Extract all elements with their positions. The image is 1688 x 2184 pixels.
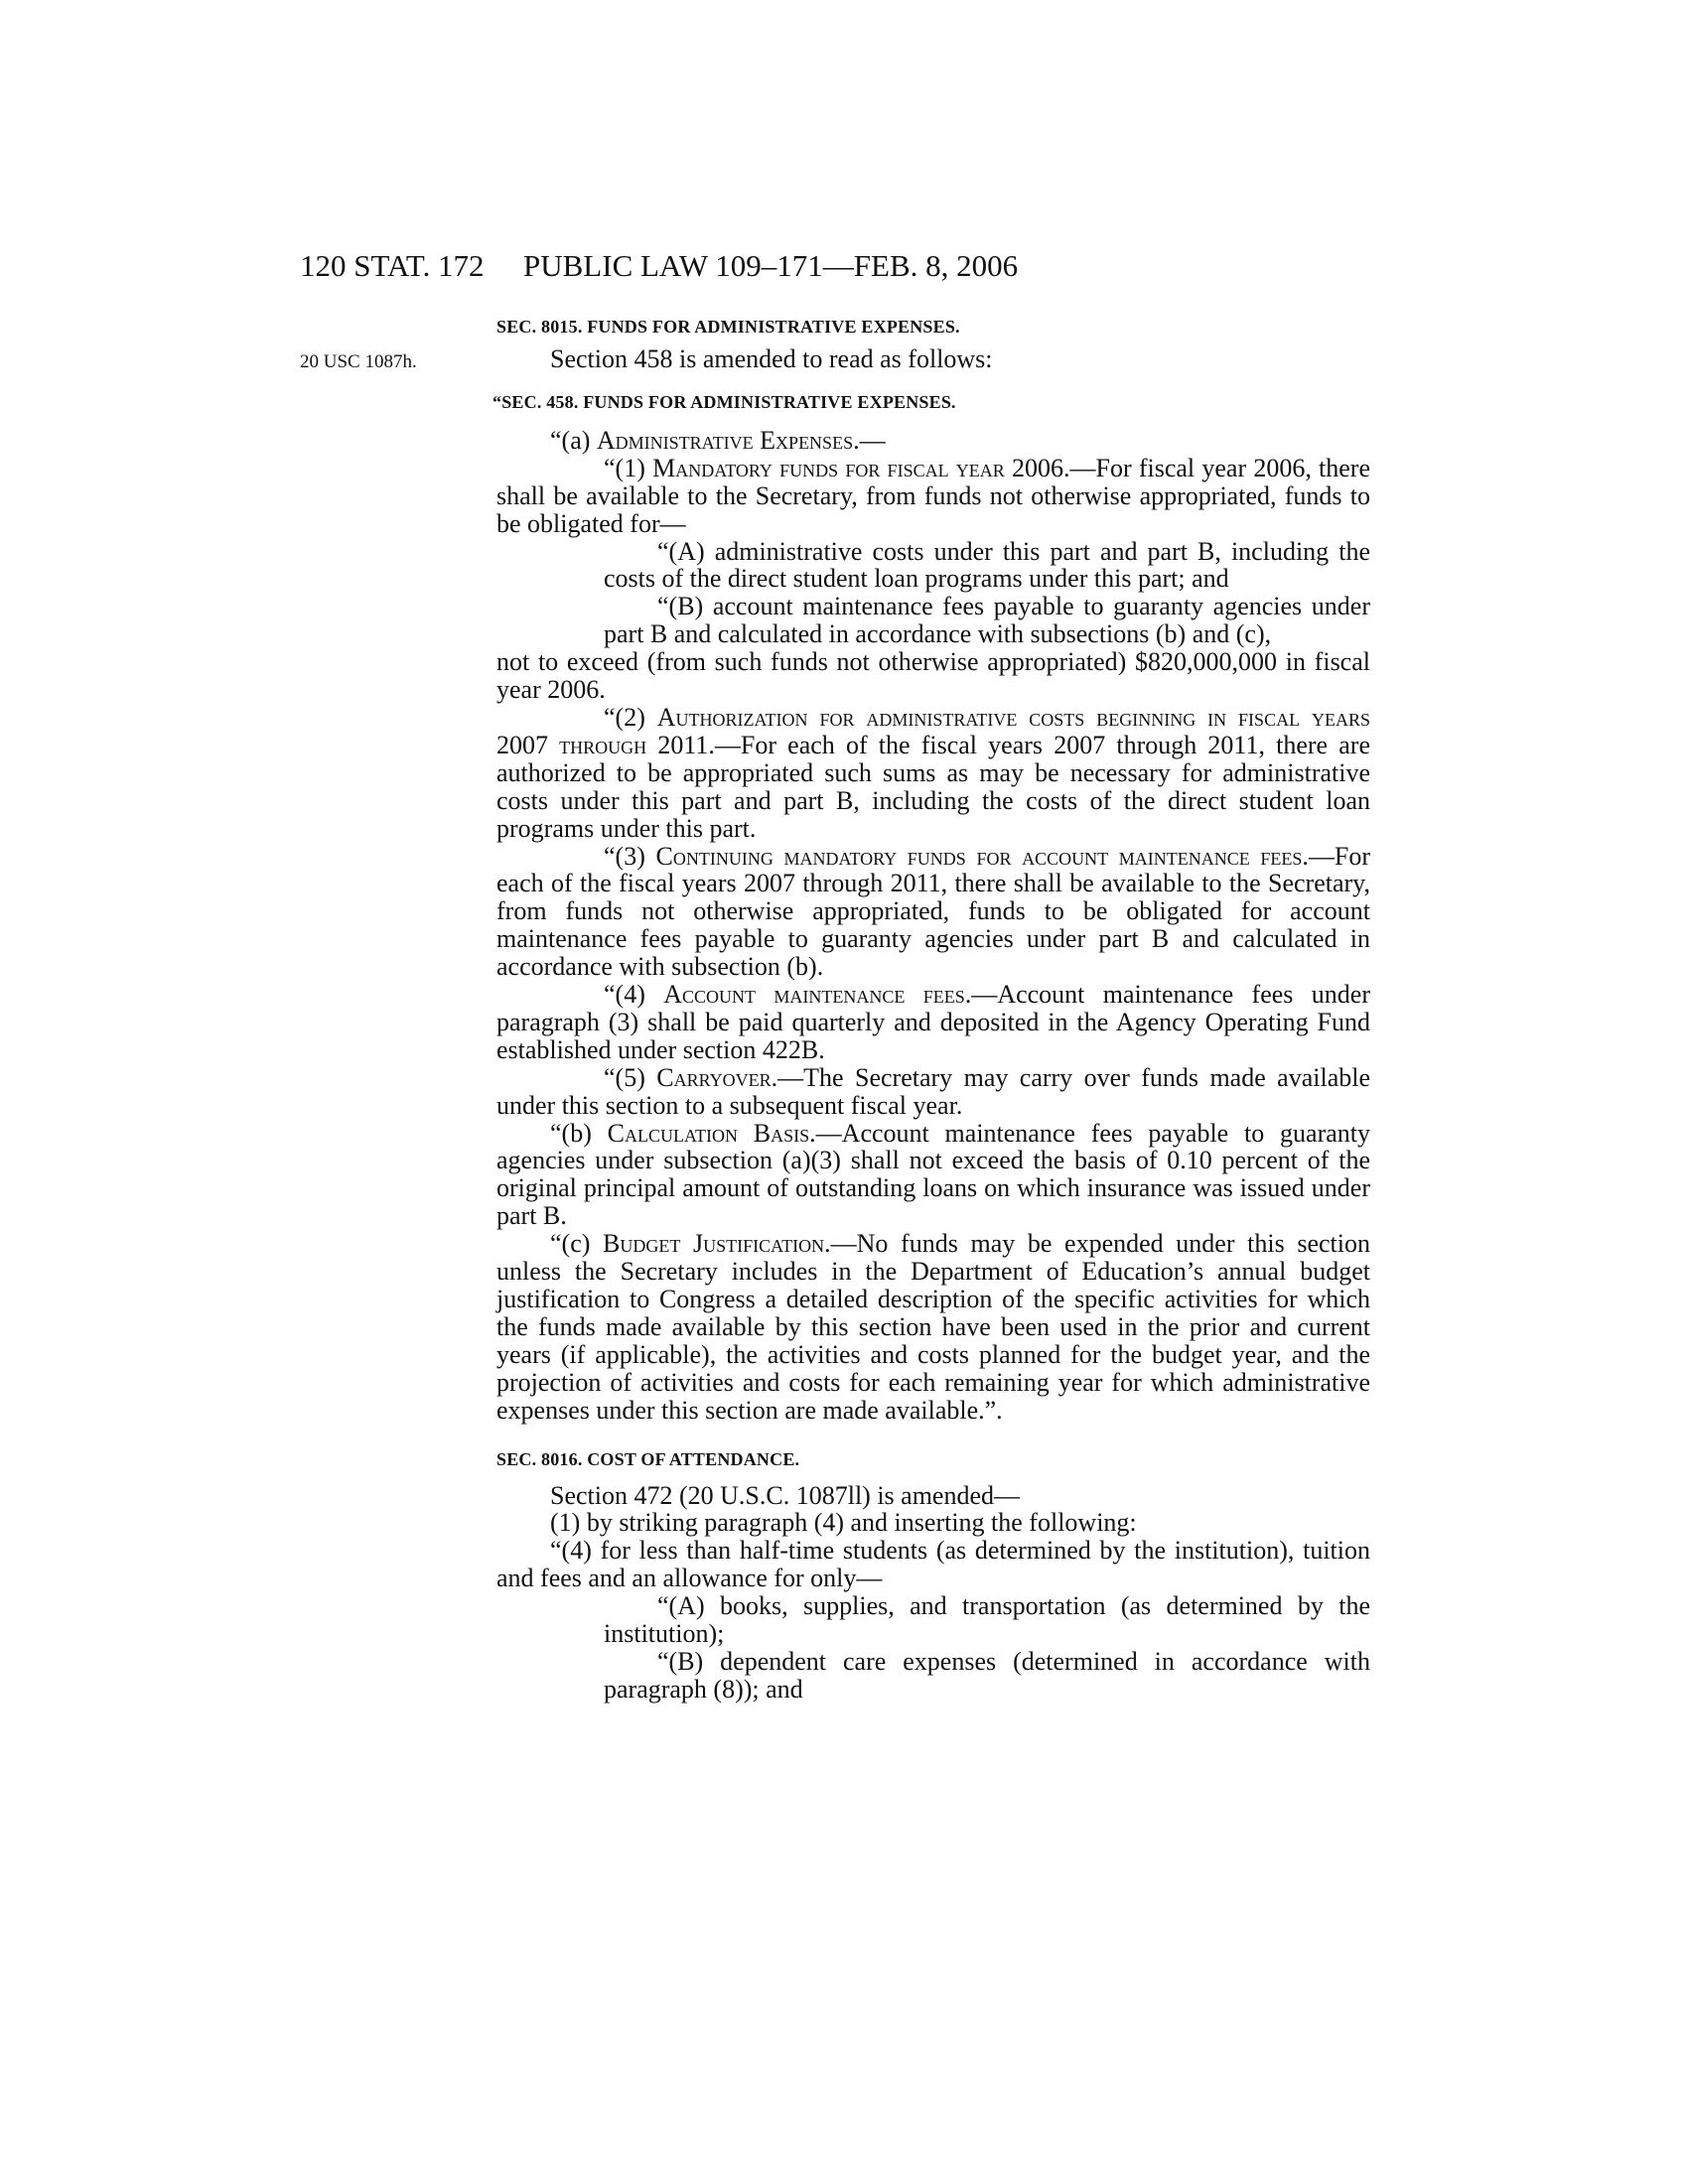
paragraph-2-number: “(2) (604, 702, 657, 732)
paragraph-3-number: “(3) (604, 841, 656, 871)
paragraph-4-heading: Account maintenance fees (663, 980, 965, 1010)
paragraph-5 (496, 1064, 1370, 1120)
paragraph-3-text: .—For each of the fiscal years 2007 through 2011, there shall be available to the Secretary, from funds not otherwise appropriated, funds to be obligated for account maintenance fees payable to guaranty agencies under part B and calculated in accordance with subsection (b). (496, 841, 1370, 982)
statute-page-number: 120 STAT. 172 (300, 248, 485, 283)
paragraph-4 (496, 981, 1370, 1064)
subsection-a-heading: Administrative Expenses (596, 425, 854, 455)
subparagraph-1A: “(A) administrative costs under this part and part B, including the costs of the direct student loan programs under this part; and (604, 536, 1370, 594)
paragraph-1-heading: Mandatory funds for fiscal year 2006 (652, 453, 1064, 482)
margin-citation: 20 USC 1087h. (300, 351, 417, 372)
subsection-b-text: .—Account maintenance fees payable to guaranty agencies under subsection (a)(3) shall not exceed the basis of 0.10 percent of the original principal amount of outstanding loans on which insurance was issued under part B. (496, 1118, 1371, 1231)
paragraph-5-text: .—The Secretary may carry over funds made available under this section to a subsequent fiscal year. (496, 1062, 1371, 1120)
paragraph-3-heading: Continuing mandatory funds for account maintenance fees (655, 841, 1303, 871)
running-header (300, 246, 1442, 286)
subsection-b-heading: Calculation Basis (607, 1118, 810, 1148)
quoted-subparagraph-B: “(B) dependent care expenses (determined in accordance with paragraph (8)); and (604, 1646, 1370, 1704)
subsection-c-heading: Budget Justification (603, 1229, 825, 1259)
section-8016-intro: Section 472 (20 U.S.C. 1087ll) is amended— (550, 1480, 1021, 1510)
quoted-subparagraph-A: “(A) books, supplies, and transportation (as determined by the institution); (604, 1591, 1370, 1649)
paragraph-1-text: .—For fiscal year 2006, there shall be available to the Secretary, from funds not otherwise appropriated, funds to be obligated for— (496, 453, 1371, 538)
public-law-citation: PUBLIC LAW 109–171—FEB. 8, 2006 (523, 248, 1019, 283)
section-8016-item-1: (1) by striking paragraph (4) and inserting the following: (550, 1508, 1137, 1538)
section-458-heading: “SEC. 458. FUNDS FOR ADMINISTRATIVE EXPENSES. (492, 391, 956, 412)
subsection-c (496, 1230, 1370, 1424)
quoted-paragraph-4: “(4) for less than half-time students (as determined by the institution), tuition and fees and an allowance for only— (496, 1536, 1370, 1593)
section-8016-heading: SEC. 8016. COST OF ATTENDANCE. (496, 1448, 800, 1469)
paragraph-2-text: .—For each of the fiscal years 2007 through 2011, there are authorized to be appropriated such sums as may be necessary for administrative costs under this part and part B, including the costs of the direct student loan programs under this part. (496, 730, 1371, 843)
section-8015-intro: Section 458 is amended to read as follows: (550, 344, 993, 373)
paragraph-5-heading: Carryover (656, 1062, 772, 1092)
document-body (492, 314, 1371, 1704)
subsection-a (496, 427, 1370, 455)
subsection-c-number: “(c) (550, 1229, 604, 1259)
subparagraph-1B: “(B) account maintenance fees payable to guaranty agencies under part B and calculated in accordance with subsections (b) and (c), (604, 592, 1370, 649)
section-8015-heading: SEC. 8015. FUNDS FOR ADMINISTRATIVE EXPENSES. (496, 317, 960, 337)
paragraph-1-number: “(1) (604, 453, 653, 482)
paragraph-2 (496, 704, 1370, 843)
paragraph-5-number: “(5) (604, 1062, 657, 1092)
paragraph-2-heading: Authorization for administrative costs beginning in fiscal years 2007 through 2011 (496, 702, 1370, 759)
paragraph-1-tail: not to exceed (from such funds not otherwise appropriated) $820,000,000 in fiscal year 2006. (496, 647, 1370, 705)
paragraph-1 (496, 455, 1370, 538)
subsection-c-text: .—No funds may be expended under this section unless the Secretary includes in the Department of Education’s annual budget justification to Congress a detailed description of the specific activities for which the funds made available by this section have been used in the prior and current years (if applicable), the activities and costs planned for the budget year, and the projection of activities and costs for each remaining year for which administrative expenses under this section are made available.”. (496, 1229, 1370, 1425)
paragraph-3 (496, 843, 1370, 982)
paragraph-4-text: .—Account maintenance fees under paragraph (3) shall be paid quarterly and deposited in the Agency Operating Fund established under section 422B. (496, 980, 1370, 1064)
subsection-b (496, 1120, 1370, 1231)
subsection-a-number: “(a) (550, 425, 597, 455)
subsection-b-number: “(b) (550, 1118, 608, 1148)
subsection-a-dash: .— (853, 425, 886, 455)
paragraph-4-number: “(4) (604, 980, 664, 1010)
